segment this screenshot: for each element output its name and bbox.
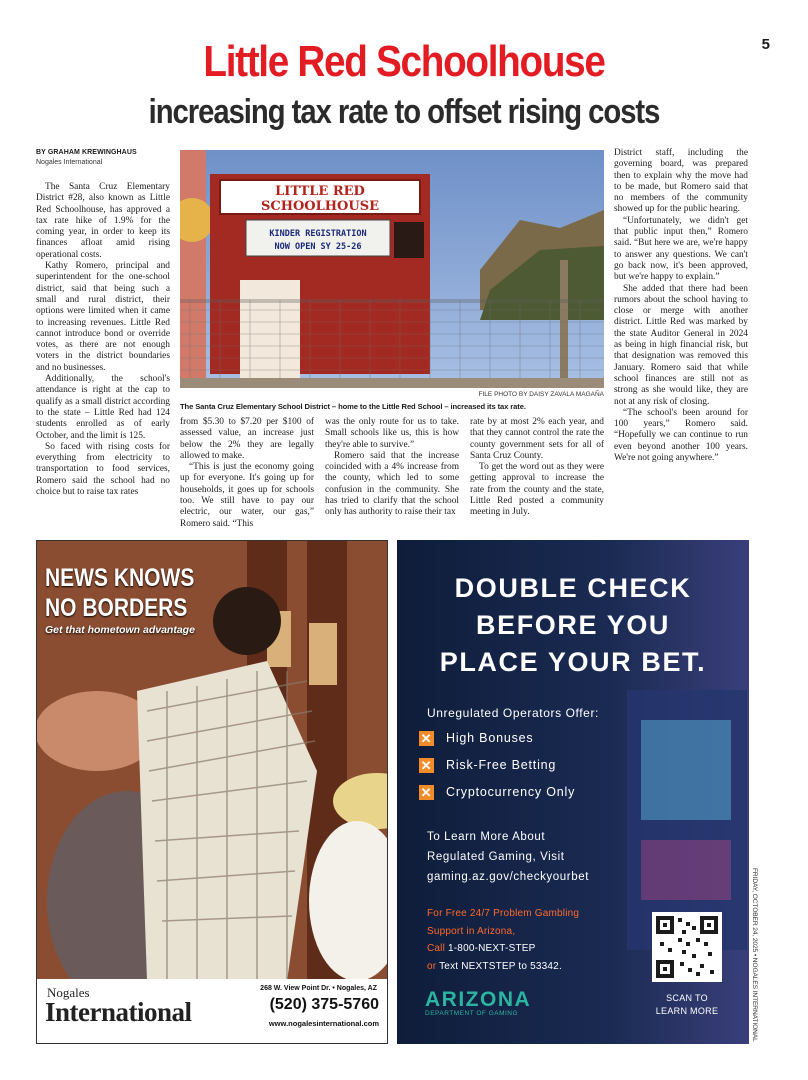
paragraph: District staff, including the governing board, was prepared then to explain why the move had to be made, but Romero said that no members of the community showed up for the public hearing. [614,148,748,215]
marquee-line-2: NOW OPEN SY 25-26 [274,242,362,252]
offer-label: Cryptocurrency Only [446,785,576,799]
side-folio: FRIDAY, OCTOBER 24, 2025 • NOGALES INTERNATIONAL [751,868,758,1042]
marquee-line-1: KINDER REGISTRATION [269,229,367,239]
article-column-2 [180,417,314,530]
qr-code-icon[interactable] [652,912,722,982]
paragraph: Additionally, the school's attendance is right at the cap to qualify as a small district according to the state – Little Red had 124 students enrolled as of early October, and the limit is 125. [36,374,170,441]
photo-illustration [180,150,604,388]
offer-label: High Bonuses [446,731,534,745]
offer-item [419,758,556,773]
paragraph: “This is just the economy going up for everyone. It's going up for households, it goes up for schools too. We still have to pay our electric, our water, our gas,” Romero said. “This [180,462,314,529]
ad-phone: (520) 375-5760 [269,996,379,1013]
gaming-ad [397,540,749,1044]
byline: BY GRAHAM KREWINGHAUS [36,149,137,156]
offer-item [419,785,575,800]
help-call-label: Call [427,943,446,954]
learn-line-1: To Learn More About [427,831,546,843]
help-line-2: Support in Arizona, [427,925,516,937]
article-column-1 [36,182,170,498]
ad-title-line-1: NEWS KNOWS [45,564,195,592]
paragraph: Romero said that the increase coincided with a 4% increase from the county, which led to some confusion in the community. She has tried to clarify that the school only has authority to raise their tax [325,450,459,518]
offer-item [419,731,533,746]
x-icon: ✕ [420,758,433,774]
qr-pattern [656,916,718,978]
newspaper-logo-big: International [45,997,192,1027]
sign-line-1: LITTLE RED [275,184,365,199]
help-line-4 [427,958,579,976]
offer-title: Unregulated Operators Offer: [427,706,599,720]
scan-line-1: SCAN TO [666,993,708,1003]
sign-line-2: SCHOOLHOUSE [260,199,380,214]
ad-headline-line-1: DOUBLE CHECK [454,573,692,603]
paragraph: So faced with rising costs for everything from electricity to transportation to food services, Romero said the school had no choice but to raise tax rates [36,441,170,498]
byline-organization: Nogales International [36,159,103,166]
photo-credit: FILE PHOTO BY DAISY ZAVALA MAGAÑA [478,391,604,398]
newspaper-ad [36,540,388,1044]
paragraph: was the only route for us to take. Small schools like us, this is how they're able to survive.” [325,417,459,450]
page-number: 5 [761,36,770,53]
offer-label: Risk-Free Betting [446,758,557,772]
help-number: 1-800-NEXT-STEP [448,943,536,954]
paragraph: from $5.30 to $7.20 per $100 of assessed value, an increase just below the 2% they are legally allowed to make. [180,417,314,461]
learn-line-2: Regulated Gaming, Visit [427,851,565,863]
department-label: DEPARTMENT OF GAMING [425,1010,519,1017]
scan-line-2: LEARN MORE [655,1006,719,1016]
ad-headline-line-3: PLACE YOUR BET. [439,647,707,677]
help-line-1: For Free 24/7 Problem Gambling [427,908,580,919]
ad-address: 268 W. View Point Dr. • Nogales, AZ [260,985,377,992]
help-sms: Text NEXTSTEP to 53342. [439,960,562,972]
schoolhouse-photo [180,150,604,388]
ad-tagline: Get that hometown advantage [45,624,195,636]
newspaper-logo-small: Nogales [47,985,90,1000]
article-column-5 [614,148,748,464]
paragraph: To get the word out as they were getting approval to increase the rate from the county and the state, Little Red posted a community meeting in July. [470,462,604,518]
paragraph: rate by at most 2% each year, and that they cannot control the rate the county government sets for all of Santa Cruz County. [470,417,604,461]
scan-text [635,992,739,1018]
x-icon: ✕ [420,785,433,801]
ad-title [45,563,194,623]
paragraph: “The school's been around for 100 years,” Romero said. “Hopefully we can continue to run even beyond another 100 years. We're not going anywhere.” [614,407,748,464]
paragraph: She added that there had been rumors about the school having to close or merge with another district. Little Red was marked by the state Auditor General in 2024 as being in high financial risk, but that designation was removed this January. Romero said that while school finances are still not as strong as she would like, they are not at any risk of closing. [614,283,748,407]
x-icon: ✕ [420,731,433,747]
help-line-3 [427,940,579,958]
paragraph: Kathy Romero, principal and superintendent for the one-school district, said that being such a small and rural district, their options were limited when it came to increasing revenues. Little Red cannot introduce bond or override votes, as there are not enough voters in the district boundaries and no businesses. [36,261,170,373]
arizona-logo: ARIZONA [425,988,532,1011]
ad-website: www.nogalesinternational.com [268,1019,379,1028]
paragraph: “Unfortunately, we didn't get that public input then,” Romero said. “But here we are, we're happy to answer any questions. We can't go back now, it's been approved, but we're happy to explain.” [614,215,748,283]
help-or-label: or [427,960,437,972]
article-column-4 [470,417,604,519]
learn-more-text [427,827,589,887]
photo-caption: The Santa Cruz Elementary School District – home to the Little Red School – increased its tax rate. [180,402,526,411]
ad-footer [37,979,388,1043]
ad-headline [397,570,749,681]
help-text [427,905,579,975]
learn-url[interactable]: gaming.az.gov/checkyourbet [427,871,589,883]
article-column-3 [325,417,459,519]
ad-title-line-2: NO BORDERS [45,594,188,622]
headline: Little Red Schoolhouse [203,37,605,86]
subheadline: increasing tax rate to offset rising costs [148,93,660,131]
ad-headline-line-2: BEFORE YOU [475,610,671,640]
paragraph: The Santa Cruz Elementary District #28, also known as Little Red Schoolhouse, has approved a tax rate hike of 1.9% for the coming year, in order to keep its finances afloat amid rising operational costs. [36,182,170,260]
